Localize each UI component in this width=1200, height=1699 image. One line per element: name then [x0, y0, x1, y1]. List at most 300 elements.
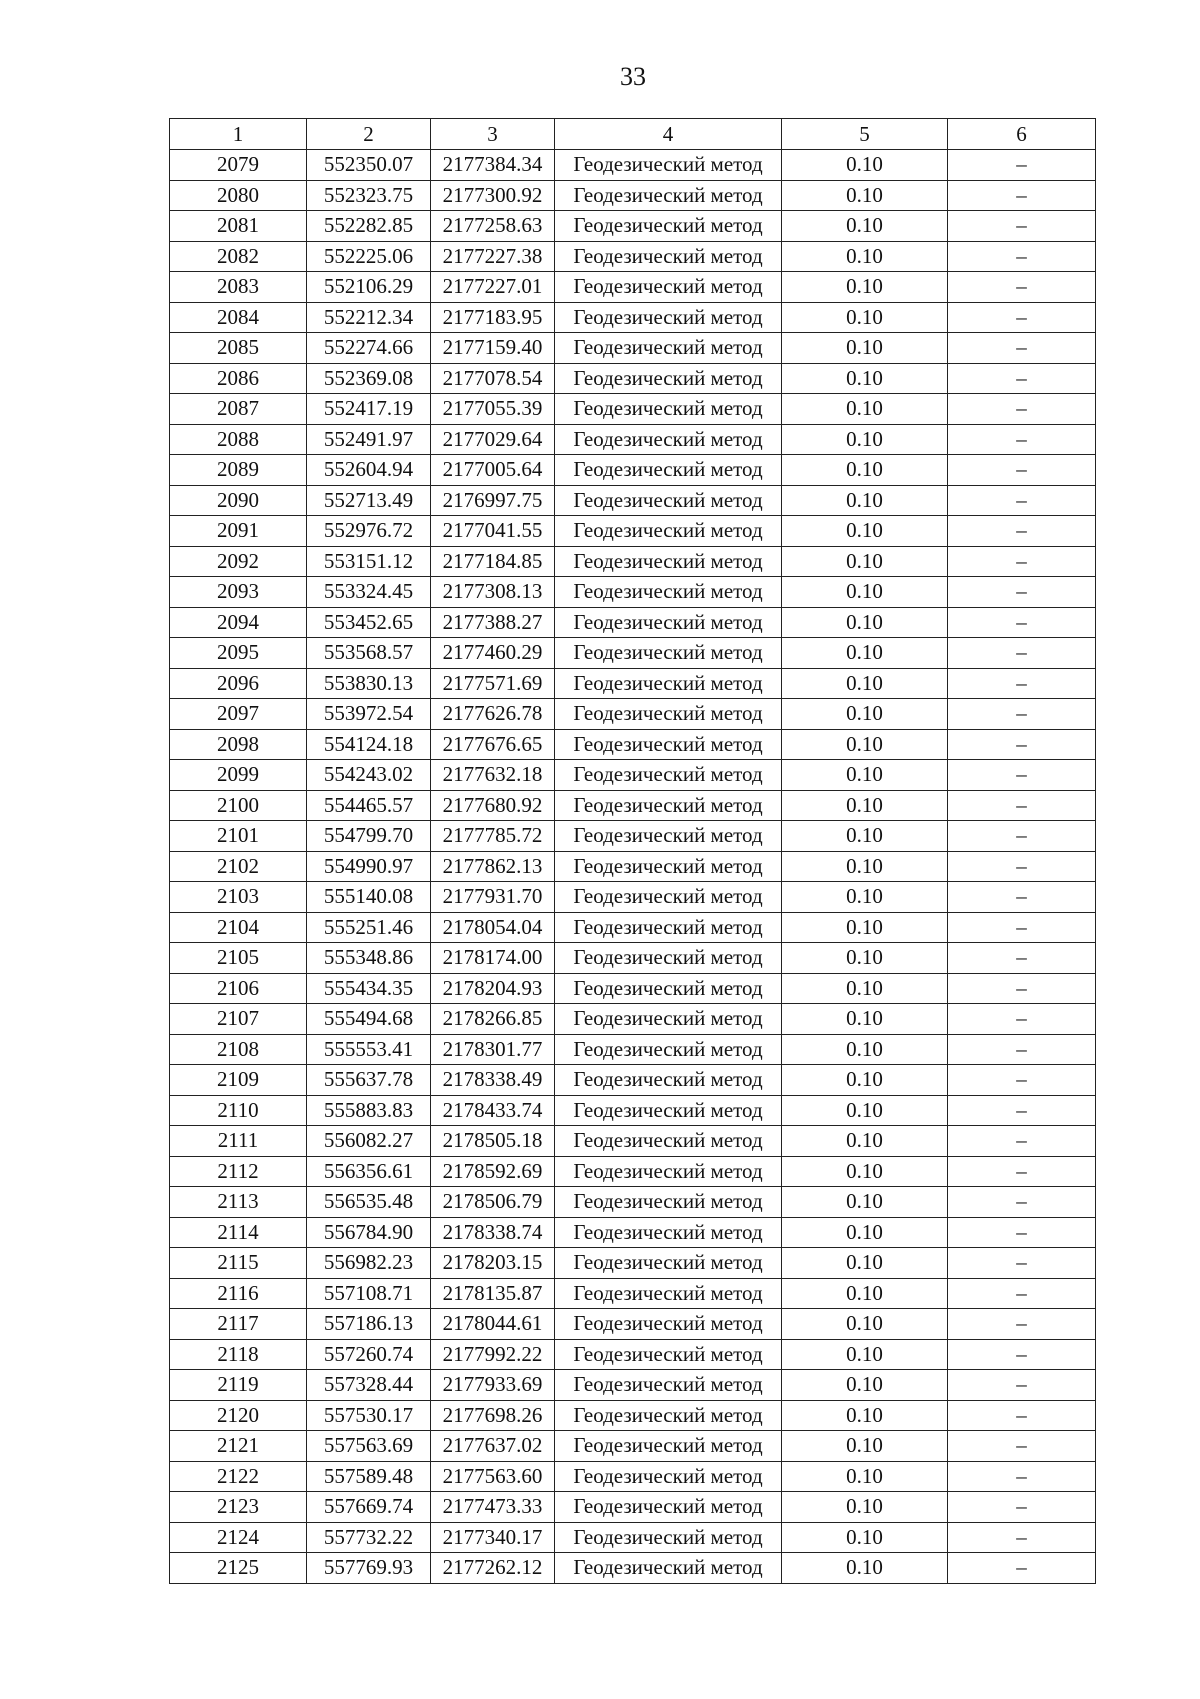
y-coordinate-cell: 2177571.69 — [431, 668, 555, 699]
column-header: 3 — [431, 119, 555, 150]
x-coordinate-cell: 556082.27 — [307, 1126, 431, 1157]
method-cell: Геодезический метод — [555, 943, 782, 974]
x-coordinate-cell: 557769.93 — [307, 1553, 431, 1584]
y-coordinate-cell: 2178204.93 — [431, 973, 555, 1004]
table-row — [170, 424, 1096, 455]
method-cell: Геодезический метод — [555, 241, 782, 272]
coordinates-table — [169, 118, 1096, 1584]
accuracy-cell: 0.10 — [782, 912, 948, 943]
x-coordinate-cell: 553452.65 — [307, 607, 431, 638]
y-coordinate-cell: 2177184.85 — [431, 546, 555, 577]
accuracy-cell: 0.10 — [782, 821, 948, 852]
x-coordinate-cell: 552274.66 — [307, 333, 431, 364]
y-coordinate-cell: 2177258.63 — [431, 211, 555, 242]
accuracy-cell: 0.10 — [782, 1217, 948, 1248]
accuracy-cell: 0.10 — [782, 1004, 948, 1035]
y-coordinate-cell: 2177340.17 — [431, 1522, 555, 1553]
method-cell: Геодезический метод — [555, 638, 782, 669]
table-row — [170, 1217, 1096, 1248]
column-header: 2 — [307, 119, 431, 150]
point-number-cell: 2119 — [170, 1370, 307, 1401]
note-cell: – — [948, 1400, 1096, 1431]
y-coordinate-cell: 2177029.64 — [431, 424, 555, 455]
x-coordinate-cell: 557589.48 — [307, 1461, 431, 1492]
table-row — [170, 1187, 1096, 1218]
x-coordinate-cell: 557260.74 — [307, 1339, 431, 1370]
method-cell: Геодезический метод — [555, 302, 782, 333]
method-cell: Геодезический метод — [555, 1187, 782, 1218]
table-row — [170, 943, 1096, 974]
method-cell: Геодезический метод — [555, 1278, 782, 1309]
table-row — [170, 150, 1096, 181]
note-cell: – — [948, 699, 1096, 730]
accuracy-cell: 0.10 — [782, 1248, 948, 1279]
y-coordinate-cell: 2177300.92 — [431, 180, 555, 211]
point-number-cell: 2100 — [170, 790, 307, 821]
table-row — [170, 699, 1096, 730]
x-coordinate-cell: 557732.22 — [307, 1522, 431, 1553]
table-row — [170, 180, 1096, 211]
method-cell: Геодезический метод — [555, 1217, 782, 1248]
column-header: 5 — [782, 119, 948, 150]
method-cell: Геодезический метод — [555, 1370, 782, 1401]
note-cell: – — [948, 912, 1096, 943]
x-coordinate-cell: 552212.34 — [307, 302, 431, 333]
x-coordinate-cell: 556784.90 — [307, 1217, 431, 1248]
accuracy-cell: 0.10 — [782, 211, 948, 242]
y-coordinate-cell: 2177680.92 — [431, 790, 555, 821]
note-cell: – — [948, 821, 1096, 852]
note-cell: – — [948, 272, 1096, 303]
y-coordinate-cell: 2177159.40 — [431, 333, 555, 364]
method-cell: Геодезический метод — [555, 1126, 782, 1157]
method-cell: Геодезический метод — [555, 1034, 782, 1065]
note-cell: – — [948, 333, 1096, 364]
x-coordinate-cell: 555883.83 — [307, 1095, 431, 1126]
point-number-cell: 2101 — [170, 821, 307, 852]
note-cell: – — [948, 668, 1096, 699]
note-cell: – — [948, 1339, 1096, 1370]
page-number: 33 — [620, 62, 646, 91]
method-cell: Геодезический метод — [555, 455, 782, 486]
table-row — [170, 638, 1096, 669]
method-cell: Геодезический метод — [555, 1339, 782, 1370]
note-cell: – — [948, 577, 1096, 608]
x-coordinate-cell: 557563.69 — [307, 1431, 431, 1462]
x-coordinate-cell: 552976.72 — [307, 516, 431, 547]
point-number-cell: 2104 — [170, 912, 307, 943]
y-coordinate-cell: 2177637.02 — [431, 1431, 555, 1462]
x-coordinate-cell: 555637.78 — [307, 1065, 431, 1096]
accuracy-cell: 0.10 — [782, 302, 948, 333]
accuracy-cell: 0.10 — [782, 394, 948, 425]
table-row — [170, 333, 1096, 364]
method-cell: Геодезический метод — [555, 1553, 782, 1584]
accuracy-cell: 0.10 — [782, 1461, 948, 1492]
y-coordinate-cell: 2178592.69 — [431, 1156, 555, 1187]
table-row — [170, 1522, 1096, 1553]
table-row — [170, 729, 1096, 760]
method-cell: Геодезический метод — [555, 1522, 782, 1553]
table-row — [170, 1065, 1096, 1096]
y-coordinate-cell: 2177933.69 — [431, 1370, 555, 1401]
table-row — [170, 1309, 1096, 1340]
table-row — [170, 668, 1096, 699]
accuracy-cell: 0.10 — [782, 455, 948, 486]
y-coordinate-cell: 2177384.34 — [431, 150, 555, 181]
point-number-cell: 2118 — [170, 1339, 307, 1370]
note-cell: – — [948, 973, 1096, 1004]
y-coordinate-cell: 2177055.39 — [431, 394, 555, 425]
x-coordinate-cell: 555494.68 — [307, 1004, 431, 1035]
note-cell: – — [948, 1095, 1096, 1126]
point-number-cell: 2123 — [170, 1492, 307, 1523]
accuracy-cell: 0.10 — [782, 333, 948, 364]
x-coordinate-cell: 552350.07 — [307, 150, 431, 181]
point-number-cell: 2085 — [170, 333, 307, 364]
note-cell: – — [948, 1065, 1096, 1096]
x-coordinate-cell: 557328.44 — [307, 1370, 431, 1401]
accuracy-cell: 0.10 — [782, 882, 948, 913]
point-number-cell: 2098 — [170, 729, 307, 760]
accuracy-cell: 0.10 — [782, 607, 948, 638]
point-number-cell: 2112 — [170, 1156, 307, 1187]
note-cell: – — [948, 1461, 1096, 1492]
table-row — [170, 1370, 1096, 1401]
y-coordinate-cell: 2178044.61 — [431, 1309, 555, 1340]
x-coordinate-cell: 554124.18 — [307, 729, 431, 760]
point-number-cell: 2081 — [170, 211, 307, 242]
x-coordinate-cell: 553830.13 — [307, 668, 431, 699]
point-number-cell: 2091 — [170, 516, 307, 547]
method-cell: Геодезический метод — [555, 1461, 782, 1492]
accuracy-cell: 0.10 — [782, 485, 948, 516]
point-number-cell: 2082 — [170, 241, 307, 272]
table-body — [170, 150, 1096, 1584]
x-coordinate-cell: 553324.45 — [307, 577, 431, 608]
note-cell: – — [948, 1309, 1096, 1340]
header-row — [170, 119, 1096, 150]
method-cell: Геодезический метод — [555, 333, 782, 364]
x-coordinate-cell: 555140.08 — [307, 882, 431, 913]
point-number-cell: 2080 — [170, 180, 307, 211]
point-number-cell: 2121 — [170, 1431, 307, 1462]
note-cell: – — [948, 851, 1096, 882]
x-coordinate-cell: 557669.74 — [307, 1492, 431, 1523]
note-cell: – — [948, 180, 1096, 211]
y-coordinate-cell: 2177563.60 — [431, 1461, 555, 1492]
x-coordinate-cell: 554990.97 — [307, 851, 431, 882]
note-cell: – — [948, 241, 1096, 272]
note-cell: – — [948, 607, 1096, 638]
point-number-cell: 2094 — [170, 607, 307, 638]
method-cell: Геодезический метод — [555, 1309, 782, 1340]
x-coordinate-cell: 556982.23 — [307, 1248, 431, 1279]
accuracy-cell: 0.10 — [782, 1522, 948, 1553]
point-number-cell: 2105 — [170, 943, 307, 974]
table-row — [170, 577, 1096, 608]
note-cell: – — [948, 485, 1096, 516]
x-coordinate-cell: 552491.97 — [307, 424, 431, 455]
table-row — [170, 607, 1096, 638]
y-coordinate-cell: 2177626.78 — [431, 699, 555, 730]
x-coordinate-cell: 556535.48 — [307, 1187, 431, 1218]
point-number-cell: 2116 — [170, 1278, 307, 1309]
point-number-cell: 2095 — [170, 638, 307, 669]
table-row — [170, 760, 1096, 791]
point-number-cell: 2103 — [170, 882, 307, 913]
point-number-cell: 2111 — [170, 1126, 307, 1157]
y-coordinate-cell: 2178135.87 — [431, 1278, 555, 1309]
x-coordinate-cell: 552369.08 — [307, 363, 431, 394]
point-number-cell: 2113 — [170, 1187, 307, 1218]
table-row — [170, 485, 1096, 516]
note-cell: – — [948, 790, 1096, 821]
note-cell: – — [948, 150, 1096, 181]
table-row — [170, 1004, 1096, 1035]
accuracy-cell: 0.10 — [782, 943, 948, 974]
accuracy-cell: 0.10 — [782, 1370, 948, 1401]
y-coordinate-cell: 2178433.74 — [431, 1095, 555, 1126]
accuracy-cell: 0.10 — [782, 1126, 948, 1157]
note-cell: – — [948, 729, 1096, 760]
y-coordinate-cell: 2178301.77 — [431, 1034, 555, 1065]
point-number-cell: 2120 — [170, 1400, 307, 1431]
point-number-cell: 2097 — [170, 699, 307, 730]
accuracy-cell: 0.10 — [782, 516, 948, 547]
table-row — [170, 1248, 1096, 1279]
accuracy-cell: 0.10 — [782, 1400, 948, 1431]
table-row — [170, 272, 1096, 303]
note-cell: – — [948, 424, 1096, 455]
table-row — [170, 973, 1096, 1004]
accuracy-cell: 0.10 — [782, 851, 948, 882]
method-cell: Геодезический метод — [555, 790, 782, 821]
x-coordinate-cell: 555553.41 — [307, 1034, 431, 1065]
note-cell: – — [948, 1431, 1096, 1462]
method-cell: Геодезический метод — [555, 1095, 782, 1126]
point-number-cell: 2099 — [170, 760, 307, 791]
method-cell: Геодезический метод — [555, 729, 782, 760]
note-cell: – — [948, 1126, 1096, 1157]
point-number-cell: 2125 — [170, 1553, 307, 1584]
note-cell: – — [948, 882, 1096, 913]
method-cell: Геодезический метод — [555, 1248, 782, 1279]
y-coordinate-cell: 2177931.70 — [431, 882, 555, 913]
x-coordinate-cell: 554799.70 — [307, 821, 431, 852]
accuracy-cell: 0.10 — [782, 699, 948, 730]
note-cell: – — [948, 1156, 1096, 1187]
y-coordinate-cell: 2177785.72 — [431, 821, 555, 852]
method-cell: Геодезический метод — [555, 394, 782, 425]
accuracy-cell: 0.10 — [782, 150, 948, 181]
table-row — [170, 1553, 1096, 1584]
table-row — [170, 912, 1096, 943]
x-coordinate-cell: 552282.85 — [307, 211, 431, 242]
table-row — [170, 1156, 1096, 1187]
point-number-cell: 2089 — [170, 455, 307, 486]
y-coordinate-cell: 2178266.85 — [431, 1004, 555, 1035]
accuracy-cell: 0.10 — [782, 272, 948, 303]
x-coordinate-cell: 552604.94 — [307, 455, 431, 486]
point-number-cell: 2124 — [170, 1522, 307, 1553]
y-coordinate-cell: 2177041.55 — [431, 516, 555, 547]
table-row — [170, 882, 1096, 913]
y-coordinate-cell: 2177632.18 — [431, 760, 555, 791]
x-coordinate-cell: 556356.61 — [307, 1156, 431, 1187]
note-cell: – — [948, 1004, 1096, 1035]
point-number-cell: 2115 — [170, 1248, 307, 1279]
method-cell: Геодезический метод — [555, 150, 782, 181]
point-number-cell: 2083 — [170, 272, 307, 303]
accuracy-cell: 0.10 — [782, 790, 948, 821]
note-cell: – — [948, 1553, 1096, 1584]
note-cell: – — [948, 1034, 1096, 1065]
point-number-cell: 2079 — [170, 150, 307, 181]
method-cell: Геодезический метод — [555, 821, 782, 852]
x-coordinate-cell: 554243.02 — [307, 760, 431, 791]
table-row — [170, 1034, 1096, 1065]
x-coordinate-cell: 552106.29 — [307, 272, 431, 303]
x-coordinate-cell: 552417.19 — [307, 394, 431, 425]
note-cell: – — [948, 546, 1096, 577]
table-row — [170, 1126, 1096, 1157]
note-cell: – — [948, 394, 1096, 425]
accuracy-cell: 0.10 — [782, 241, 948, 272]
accuracy-cell: 0.10 — [782, 1187, 948, 1218]
x-coordinate-cell: 554465.57 — [307, 790, 431, 821]
accuracy-cell: 0.10 — [782, 1156, 948, 1187]
note-cell: – — [948, 1217, 1096, 1248]
table-row — [170, 1431, 1096, 1462]
accuracy-cell: 0.10 — [782, 760, 948, 791]
y-coordinate-cell: 2177078.54 — [431, 363, 555, 394]
point-number-cell: 2102 — [170, 851, 307, 882]
method-cell: Геодезический метод — [555, 516, 782, 547]
table-row — [170, 851, 1096, 882]
accuracy-cell: 0.10 — [782, 1553, 948, 1584]
x-coordinate-cell: 553568.57 — [307, 638, 431, 669]
accuracy-cell: 0.10 — [782, 180, 948, 211]
accuracy-cell: 0.10 — [782, 1339, 948, 1370]
note-cell: – — [948, 1187, 1096, 1218]
y-coordinate-cell: 2177227.01 — [431, 272, 555, 303]
point-number-cell: 2092 — [170, 546, 307, 577]
accuracy-cell: 0.10 — [782, 973, 948, 1004]
accuracy-cell: 0.10 — [782, 546, 948, 577]
accuracy-cell: 0.10 — [782, 1278, 948, 1309]
method-cell: Геодезический метод — [555, 577, 782, 608]
table-row — [170, 546, 1096, 577]
x-coordinate-cell: 552713.49 — [307, 485, 431, 516]
method-cell: Геодезический метод — [555, 363, 782, 394]
point-number-cell: 2096 — [170, 668, 307, 699]
x-coordinate-cell: 557108.71 — [307, 1278, 431, 1309]
x-coordinate-cell: 553972.54 — [307, 699, 431, 730]
x-coordinate-cell: 555251.46 — [307, 912, 431, 943]
method-cell: Геодезический метод — [555, 912, 782, 943]
table-row — [170, 1278, 1096, 1309]
point-number-cell: 2108 — [170, 1034, 307, 1065]
note-cell: – — [948, 760, 1096, 791]
method-cell: Геодезический метод — [555, 699, 782, 730]
accuracy-cell: 0.10 — [782, 577, 948, 608]
method-cell: Геодезический метод — [555, 882, 782, 913]
point-number-cell: 2110 — [170, 1095, 307, 1126]
point-number-cell: 2087 — [170, 394, 307, 425]
accuracy-cell: 0.10 — [782, 1034, 948, 1065]
y-coordinate-cell: 2177308.13 — [431, 577, 555, 608]
note-cell: – — [948, 1248, 1096, 1279]
x-coordinate-cell: 557186.13 — [307, 1309, 431, 1340]
y-coordinate-cell: 2177862.13 — [431, 851, 555, 882]
method-cell: Геодезический метод — [555, 1004, 782, 1035]
y-coordinate-cell: 2178338.49 — [431, 1065, 555, 1096]
table-row — [170, 1461, 1096, 1492]
accuracy-cell: 0.10 — [782, 1065, 948, 1096]
note-cell: – — [948, 943, 1096, 974]
accuracy-cell: 0.10 — [782, 363, 948, 394]
method-cell: Геодезический метод — [555, 180, 782, 211]
y-coordinate-cell: 2176997.75 — [431, 485, 555, 516]
accuracy-cell: 0.10 — [782, 1431, 948, 1462]
method-cell: Геодезический метод — [555, 424, 782, 455]
accuracy-cell: 0.10 — [782, 1492, 948, 1523]
y-coordinate-cell: 2178174.00 — [431, 943, 555, 974]
note-cell: – — [948, 302, 1096, 333]
table-row — [170, 1095, 1096, 1126]
y-coordinate-cell: 2177388.27 — [431, 607, 555, 638]
column-header: 4 — [555, 119, 782, 150]
table-row — [170, 1492, 1096, 1523]
table-row — [170, 363, 1096, 394]
point-number-cell: 2106 — [170, 973, 307, 1004]
note-cell: – — [948, 1522, 1096, 1553]
point-number-cell: 2084 — [170, 302, 307, 333]
y-coordinate-cell: 2177676.65 — [431, 729, 555, 760]
y-coordinate-cell: 2177262.12 — [431, 1553, 555, 1584]
method-cell: Геодезический метод — [555, 760, 782, 791]
note-cell: – — [948, 455, 1096, 486]
method-cell: Геодезический метод — [555, 973, 782, 1004]
method-cell: Геодезический метод — [555, 485, 782, 516]
x-coordinate-cell: 557530.17 — [307, 1400, 431, 1431]
table-row — [170, 394, 1096, 425]
y-coordinate-cell: 2177473.33 — [431, 1492, 555, 1523]
table-row — [170, 790, 1096, 821]
y-coordinate-cell: 2178506.79 — [431, 1187, 555, 1218]
x-coordinate-cell: 555348.86 — [307, 943, 431, 974]
x-coordinate-cell: 555434.35 — [307, 973, 431, 1004]
column-header: 6 — [948, 119, 1096, 150]
method-cell: Геодезический метод — [555, 1400, 782, 1431]
y-coordinate-cell: 2177992.22 — [431, 1339, 555, 1370]
accuracy-cell: 0.10 — [782, 729, 948, 760]
accuracy-cell: 0.10 — [782, 1309, 948, 1340]
point-number-cell: 2122 — [170, 1461, 307, 1492]
point-number-cell: 2107 — [170, 1004, 307, 1035]
y-coordinate-cell: 2177698.26 — [431, 1400, 555, 1431]
y-coordinate-cell: 2178338.74 — [431, 1217, 555, 1248]
accuracy-cell: 0.10 — [782, 424, 948, 455]
table-row — [170, 302, 1096, 333]
method-cell: Геодезический метод — [555, 851, 782, 882]
y-coordinate-cell: 2178203.15 — [431, 1248, 555, 1279]
method-cell: Геодезический метод — [555, 1065, 782, 1096]
note-cell: – — [948, 211, 1096, 242]
y-coordinate-cell: 2178505.18 — [431, 1126, 555, 1157]
method-cell: Геодезический метод — [555, 546, 782, 577]
